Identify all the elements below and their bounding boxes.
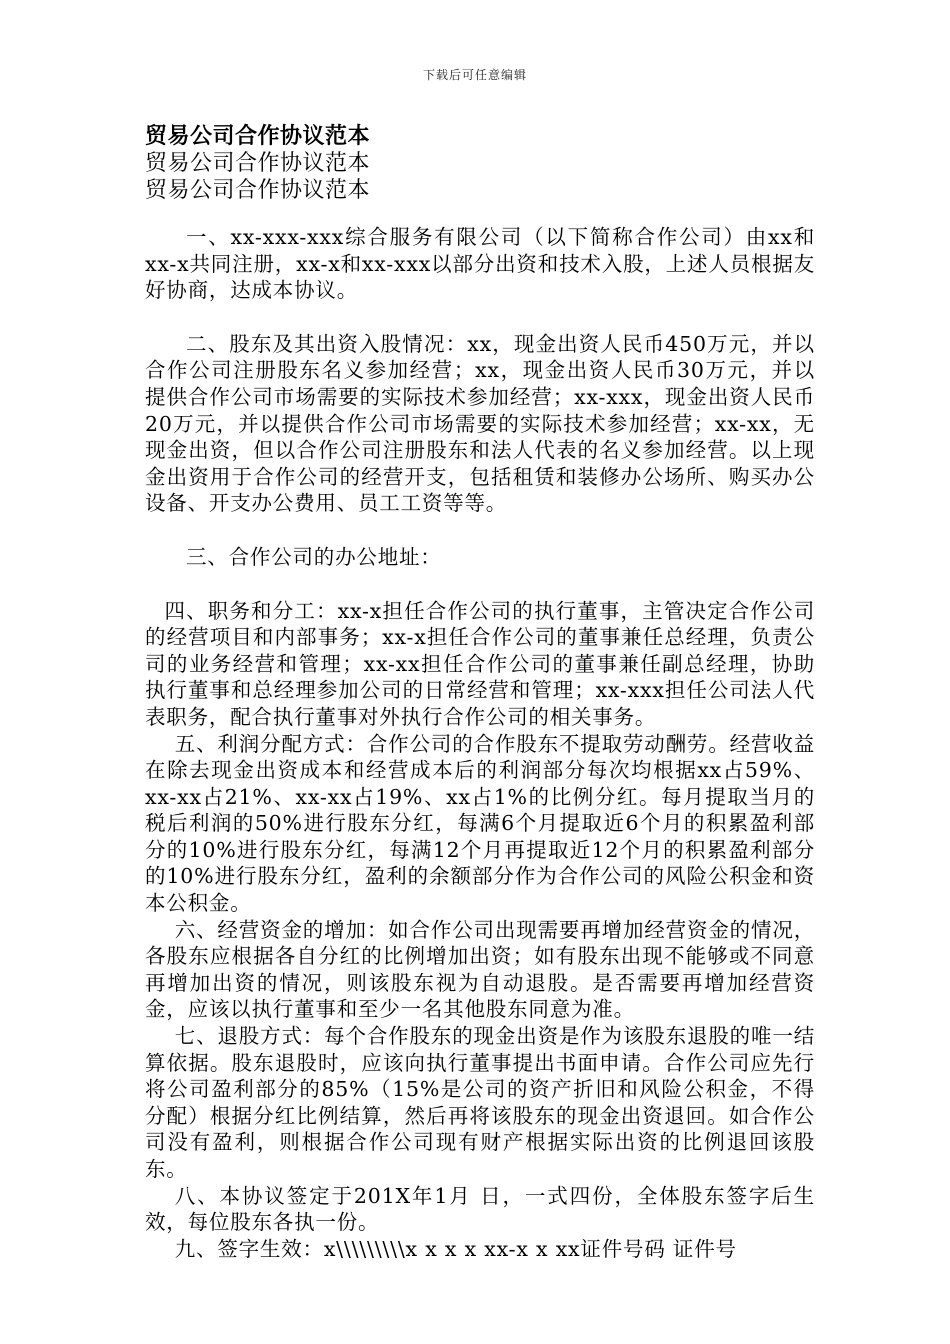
paragraph-6: 六、经营资金的增加：如合作公司出现需要再增加经营资金的情况，各股东应根据各自分红的比例增加出资；如有股东出现不能够或不同意再增加出资的情况，则该股东视为自动退股。是否需要再增加经营资金，应该以执行董事和至少一名其他股东同意为准。 [145, 917, 815, 1022]
paragraph-2: 二、股东及其出资入股情况：xx，现金出资人民币450万元，并以合作公司注册股东名义参加经营；xx，现金出资人民币30万元，并以提供合作公司市场需要的实际技术参加经营；xx-xxx，现金出资人民币20万元，并以提供合作公司市场需要的实际技术参加经营；xx-xx，无现金出资，但以合作公司注册股东和法人代表的名义参加经营。以上现金出资用于合作公司的经营开支，包括租赁和装修办公场所、购买办公设备、开支办公费用、员工工资等等。 [145, 331, 815, 516]
document-subtitle: 贸易公司合作协议范本 [145, 151, 371, 176]
document-body [145, 224, 815, 1262]
paragraph-3: 三、合作公司的办公地址： [186, 544, 442, 569]
document-subtitle-repeat: 贸易公司合作协议范本 [145, 178, 371, 203]
paragraph-1: 一、xx-xxx-xxx综合服务有限公司（以下简称合作公司）由xx和xx-x共同注册，xx-x和xx-xxx以部分出资和技术入股，上述人员根据友好协商，达成本协议。 [145, 225, 815, 303]
title-block [145, 122, 825, 204]
header-note: 下载后可任意编辑 [422, 68, 527, 82]
document-title: 贸易公司合作协议范本 [145, 123, 371, 149]
paragraph-5: 五、利润分配方式：合作公司的合作股东不提取劳动酬劳。经营收益在除去现金出资成本和经营成本后的利润部分每次均根据xx占59%、xx-xx占21%、xx-xx占19%、xx占1%的比例分红。每月提取当月的税后利润的50%进行股东分红，每满6个月提取近6个月的积累盈利部分的10%进行股东分红，每满12个月再提取近12个月的积累盈利部分的10%进行股东分红，盈利的余额部分作为合作公司的风险公积金和资本公积金。 [145, 731, 815, 916]
paragraph-8: 八、本协议签定于201X年1月 日，一式四份，全体股东签字后生效，每位股东各执一份。 [145, 1183, 815, 1235]
paragraph-4: 四、职务和分工：xx-x担任合作公司的执行董事，主管决定合作公司的经营项目和内部事务；xx-x担任合作公司的董事兼任总经理，负责公司的业务经营和管理；xx-xx担任合作公司的董事兼任副总经理，协助执行董事和总经理参加公司的日常经营和管理；xx-xxx担任公司法人代表职务，配合执行董事对外执行合作公司的相关事务。 [145, 598, 815, 729]
paragraph-7: 七、退股方式：每个合作股东的现金出资是作为该股东退股的唯一结算依据。股东退股时，应该向执行董事提出书面申请。合作公司应先行将公司盈利部分的85%（15%是公司的资产折旧和风险公积金，不得分配）根据分红比例结算，然后再将该股东的现金出资退回。如合作公司没有盈利，则根据合作公司现有财产根据实际出资的比例退回该股东。 [145, 1024, 815, 1181]
paragraph-9: 九、签字生效：x\\\\\\\\\x x x x xx-x x xx证件号码 证件号 [174, 1236, 737, 1261]
